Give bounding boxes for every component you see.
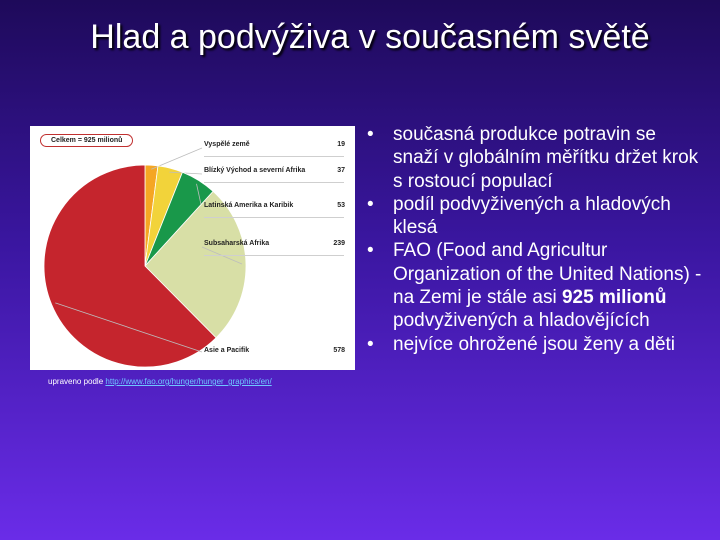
legend-label-near-east: Blízký Východ a severní Afrika xyxy=(204,167,306,174)
pie-chart xyxy=(30,126,355,370)
legend-label-latin-america: Latinská Amerika a Karibik xyxy=(204,202,294,209)
source-credit xyxy=(48,377,272,386)
legend-value-subsaharan: 239 xyxy=(333,240,345,247)
bullet-text: podvyživených a hladovějících xyxy=(393,310,650,332)
bullet-item xyxy=(364,239,704,332)
bullet-item: • nejvíce ohrožené jsou ženy a děti xyxy=(364,333,704,356)
legend-divider xyxy=(204,217,344,218)
bullet-item: • podíl podvyživených a hladových klesá xyxy=(364,193,704,240)
legend-label-developed: Vyspělé země xyxy=(204,141,250,148)
chart-total-label: Celkem = 925 milionů xyxy=(40,134,133,147)
bullet-text: FAO (Food and Agricultur Organization of the United Nations) - na Zemi je stále asi xyxy=(393,240,702,309)
legend-divider xyxy=(204,156,344,157)
legend-label-subsaharan: Subsaharská Afrika xyxy=(204,240,270,247)
legend-divider xyxy=(204,255,344,256)
source-prefix: upraveno podle xyxy=(48,377,106,386)
legend-value-latin-america: 53 xyxy=(337,202,345,209)
source-link[interactable]: http://www.fao.org/hunger/hunger_graphics/en/ xyxy=(105,377,272,386)
bullet-highlight: 925 milionů xyxy=(561,287,667,309)
legend-value-developed: 19 xyxy=(337,141,345,148)
slide-title: Hlad a podvýživa v současném světě xyxy=(90,18,650,56)
legend-value-near-east: 37 xyxy=(337,167,345,174)
bullet-item: • současná produkce potravin se snaží v globálním měřítku držet krok s rostoucí populací xyxy=(364,123,704,193)
legend-label-asia-pacific: Asie a Pacifik xyxy=(204,347,250,354)
pie-chart-panel xyxy=(30,126,355,370)
legend-value-asia-pacific: 578 xyxy=(333,347,345,354)
legend-divider xyxy=(204,182,344,183)
bullet-list xyxy=(364,123,704,356)
